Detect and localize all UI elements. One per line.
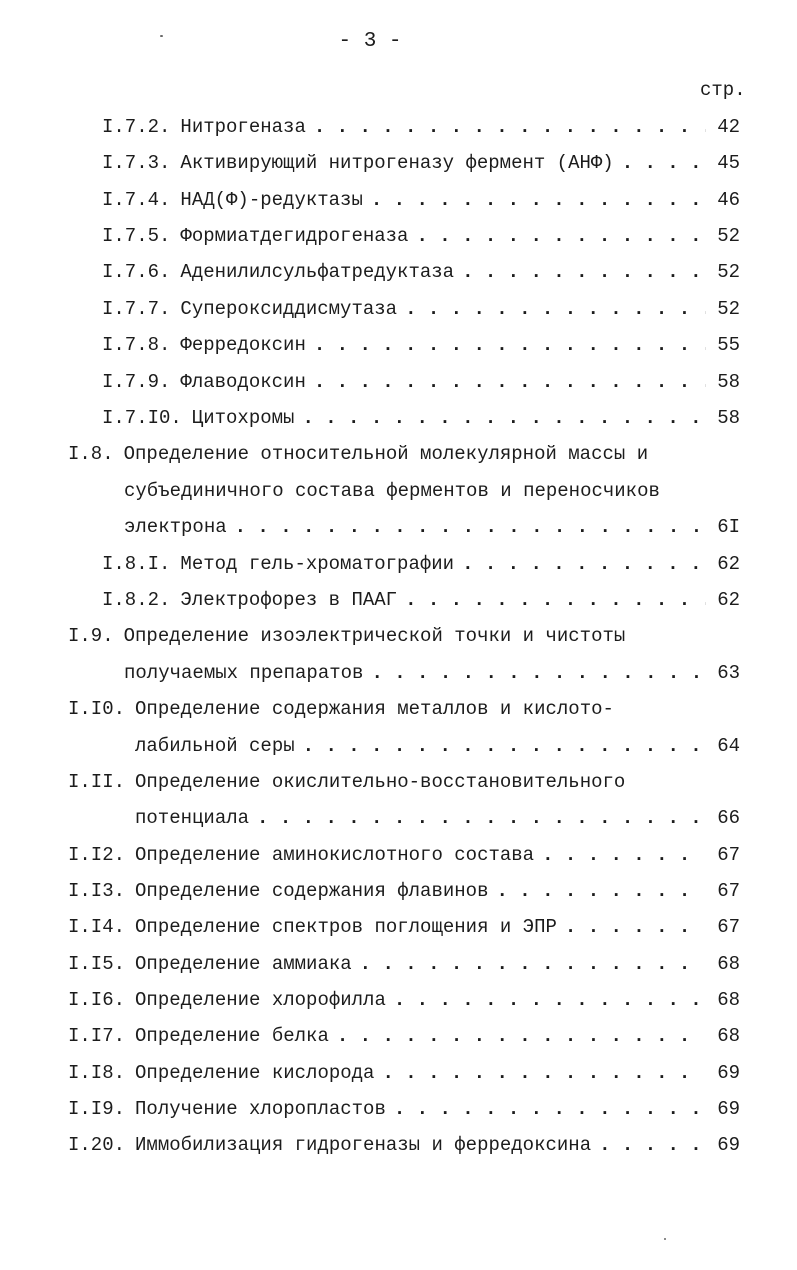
toc-entry-number: I.7.2. bbox=[102, 116, 171, 138]
toc-entry-title: Цитохромы bbox=[191, 407, 295, 429]
toc-entry-1-10 bbox=[68, 696, 740, 722]
toc-entry-title: Определение содержания флавинов bbox=[135, 880, 489, 902]
dot-leader bbox=[257, 805, 706, 831]
toc-entry-title: Определение спектров поглощения и ЭПР bbox=[135, 916, 557, 938]
toc-entry-1-7-9 bbox=[102, 369, 740, 395]
toc-entry-page: 68 bbox=[717, 1025, 740, 1047]
toc-entry-page: 69 bbox=[717, 1134, 740, 1156]
toc-entry-1-7-4 bbox=[102, 187, 740, 213]
toc-entry-title: Иммобилизация гидрогеназы и ферредоксина bbox=[135, 1134, 592, 1156]
toc-entry-1-7-2 bbox=[102, 114, 740, 140]
dot-leader bbox=[405, 296, 706, 322]
toc-entry-number: I.I4. bbox=[68, 916, 126, 938]
toc-entry-page: 52 bbox=[717, 261, 740, 283]
toc-entry-title-continuation: субъединичного состава ферментов и переносчиков bbox=[124, 480, 660, 502]
toc-entry-title: Флаводоксин bbox=[180, 371, 306, 393]
toc-entry-1-20 bbox=[68, 1132, 740, 1158]
toc-entry-number: I.7.I0. bbox=[102, 407, 182, 429]
toc-entry-title: Определение аммиака bbox=[135, 953, 352, 975]
toc-entry-title: Определение изоэлектрической точки и чистоты bbox=[123, 625, 626, 647]
dot-leader bbox=[462, 551, 706, 577]
toc-entry-title: Аденилилсульфатредуктаза bbox=[180, 261, 455, 283]
toc-entry-1-7-5 bbox=[102, 223, 740, 249]
toc-entry-title: Определение кислорода bbox=[135, 1062, 375, 1084]
toc-entry-number: I.8.I. bbox=[102, 553, 171, 575]
toc-entry-1-7-7 bbox=[102, 296, 740, 322]
toc-entry-number: I.7.7. bbox=[102, 298, 171, 320]
toc-entry-page: 63 bbox=[717, 662, 740, 684]
toc-entry-title: Формиатдегидрогеназа bbox=[180, 225, 409, 247]
toc-entry-number: I.7.9. bbox=[102, 371, 171, 393]
toc-entry-title: Активирующий нитрогеназу фермент (АНФ) bbox=[180, 152, 614, 174]
toc-entry-number: I.I5. bbox=[68, 953, 126, 975]
toc-entry-number: I.I9. bbox=[68, 1098, 126, 1120]
toc-entry-1-15 bbox=[68, 951, 740, 977]
toc-entry-title: Определение относительной молекулярной массы и bbox=[123, 443, 649, 465]
dot-leader bbox=[599, 1132, 706, 1158]
toc-entry-number: I.7.3. bbox=[102, 152, 171, 174]
toc-entry-number: I.I2. bbox=[68, 844, 126, 866]
toc-entry-1-9 bbox=[68, 623, 740, 649]
toc-entry-1-13 bbox=[68, 878, 740, 904]
dot-leader bbox=[303, 733, 706, 759]
dot-leader bbox=[394, 987, 706, 1013]
toc-entry-title: Определение окислительно-восстановительного bbox=[135, 771, 626, 793]
toc-entry-1-11 bbox=[68, 769, 740, 795]
toc-entry-number: I.I8. bbox=[68, 1062, 126, 1084]
toc-entry-1-14 bbox=[68, 914, 740, 940]
toc-entry-1-9-last-line bbox=[124, 660, 740, 686]
toc-entry-page: 66 bbox=[717, 807, 740, 829]
toc-entry-1-8-1 bbox=[102, 551, 740, 577]
toc-entry-1-16 bbox=[68, 987, 740, 1013]
toc-entry-number: I.I0. bbox=[68, 698, 126, 720]
toc-entry-title: Определение аминокислотного состава bbox=[135, 844, 535, 866]
toc-entry-number: I.I3. bbox=[68, 880, 126, 902]
toc-entry-page: 67 bbox=[717, 880, 740, 902]
toc-entry-page: 64 bbox=[717, 735, 740, 757]
dot-leader bbox=[314, 114, 706, 140]
toc-entry-1-7-10 bbox=[102, 405, 740, 431]
dot-leader bbox=[496, 878, 706, 904]
scan-speck bbox=[160, 35, 163, 37]
dot-leader bbox=[405, 587, 706, 613]
toc-entry-title-continuation: лабильной серы bbox=[135, 735, 295, 757]
toc-entry-page: 67 bbox=[717, 916, 740, 938]
toc-entry-1-18 bbox=[68, 1060, 740, 1086]
dot-leader bbox=[416, 223, 706, 249]
dot-leader bbox=[337, 1023, 706, 1049]
toc-entry-title: Определение хлорофилла bbox=[135, 989, 386, 1011]
toc-entry-page: 6I bbox=[717, 516, 740, 538]
dot-leader bbox=[235, 514, 706, 540]
dot-leader bbox=[394, 1096, 706, 1122]
toc-entry-title-continuation: электрона bbox=[124, 516, 227, 538]
toc-entry-page: 68 bbox=[717, 989, 740, 1011]
toc-entry-number: I.9. bbox=[68, 625, 114, 647]
toc-entry-page: 46 bbox=[717, 189, 740, 211]
toc-entry-1-10-last-line bbox=[135, 733, 740, 759]
toc-entry-number: I.7.4. bbox=[102, 189, 171, 211]
toc-entry-number: I.I6. bbox=[68, 989, 126, 1011]
dot-leader bbox=[462, 259, 706, 285]
toc-entry-title: Получение хлоропластов bbox=[135, 1098, 386, 1120]
toc-entry-1-17 bbox=[68, 1023, 740, 1049]
dot-leader bbox=[542, 842, 706, 868]
toc-entry-page: 52 bbox=[717, 298, 740, 320]
toc-entry-title: Супероксиддисмутаза bbox=[180, 298, 398, 320]
toc-entry-1-8-2 bbox=[102, 587, 740, 613]
toc-entry-number: I.7.6. bbox=[102, 261, 171, 283]
toc-entry-title: НАД(Ф)-редуктазы bbox=[180, 189, 363, 211]
dot-leader bbox=[314, 332, 706, 358]
page-number: - 3 - bbox=[338, 30, 402, 53]
toc-entry-title: Нитрогеназа bbox=[180, 116, 306, 138]
toc-entry-page: 55 bbox=[717, 334, 740, 356]
toc-entry-page: 52 bbox=[717, 225, 740, 247]
toc-entry-title: Электрофорез в ПААГ bbox=[180, 589, 398, 611]
toc-entry-number: I.8. bbox=[68, 443, 114, 465]
toc-entry-number: I.II. bbox=[68, 771, 126, 793]
toc-entry-title-continuation: потенциала bbox=[135, 807, 250, 829]
dot-leader bbox=[382, 1060, 706, 1086]
toc-entry-page: 69 bbox=[717, 1062, 740, 1084]
toc-entry-page: 42 bbox=[717, 116, 740, 138]
toc-entry-1-7-8 bbox=[102, 332, 740, 358]
pages-column-label: стр. bbox=[700, 79, 746, 101]
toc-entry-page: 69 bbox=[717, 1098, 740, 1120]
toc-entry-title-continuation: получаемых препаратов bbox=[124, 662, 364, 684]
toc-entry-title: Ферредоксин bbox=[180, 334, 306, 356]
toc-entry-title: Определение белка bbox=[135, 1025, 329, 1047]
dot-leader bbox=[314, 369, 706, 395]
dot-leader bbox=[360, 951, 706, 977]
dot-leader bbox=[622, 150, 706, 176]
toc-entry-1-8-continuation bbox=[124, 478, 740, 504]
toc-entry-1-12 bbox=[68, 842, 740, 868]
toc-entry-page: 62 bbox=[717, 553, 740, 575]
dot-leader bbox=[565, 914, 706, 940]
toc-entry-page: 62 bbox=[717, 589, 740, 611]
toc-entry-page: 68 bbox=[717, 953, 740, 975]
toc-entry-page: 58 bbox=[717, 407, 740, 429]
toc-entry-1-11-last-line bbox=[135, 805, 740, 831]
toc-entry-page: 45 bbox=[717, 152, 740, 174]
toc-entry-1-8 bbox=[68, 441, 740, 467]
toc-entry-number: I.7.5. bbox=[102, 225, 171, 247]
toc-entry-number: I.8.2. bbox=[102, 589, 171, 611]
toc-entry-page: 58 bbox=[717, 371, 740, 393]
dot-leader bbox=[371, 660, 706, 686]
toc-entry-1-19 bbox=[68, 1096, 740, 1122]
dot-leader bbox=[371, 187, 706, 213]
toc-entry-page: 67 bbox=[717, 844, 740, 866]
toc-entry-title: Метод гель-хроматографии bbox=[180, 553, 455, 575]
toc-entry-1-7-3 bbox=[102, 150, 740, 176]
toc-entry-number: I.20. bbox=[68, 1134, 126, 1156]
dot-leader bbox=[302, 405, 706, 431]
toc-entry-number: I.I7. bbox=[68, 1025, 126, 1047]
toc-entry-1-7-6 bbox=[102, 259, 740, 285]
toc-entry-number: I.7.8. bbox=[102, 334, 171, 356]
toc-entry-title: Определение содержания металлов и кислото- bbox=[135, 698, 614, 720]
toc-entry-1-8-last-line bbox=[124, 514, 740, 540]
scan-speck bbox=[664, 1238, 666, 1240]
